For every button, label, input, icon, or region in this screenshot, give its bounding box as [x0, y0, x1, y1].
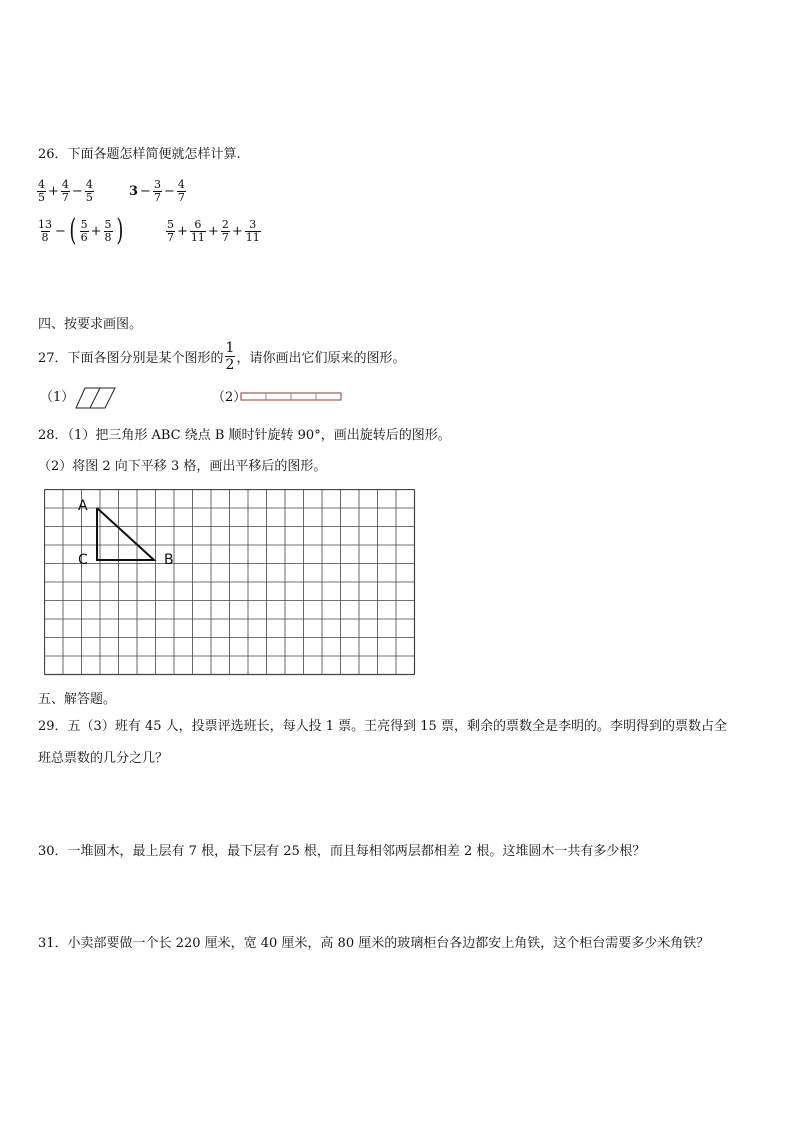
vertex-label-c: C — [78, 552, 88, 568]
q29-line-2: 班总票数的几分之几？ — [38, 751, 169, 766]
fraction-one-half: $\frac{1}{2}$ — [225, 339, 235, 373]
section-5-title: 五、解答题。 — [38, 692, 117, 707]
fraction: $\frac{3}{7}$ — [153, 177, 161, 204]
left-paren: ( — [69, 213, 77, 248]
fraction: $\frac{4}{5}$ — [38, 177, 45, 204]
operator: − — [163, 183, 175, 199]
operator: − — [140, 183, 151, 199]
operator: + — [207, 223, 219, 239]
fraction: $\frac{5}{8}$ — [104, 217, 112, 244]
q28-line-1: 28．（1）把三角形 ABC 绕点 B 顺时针旋转 90°，画出旋转后的图形。 — [38, 428, 451, 443]
operator: + — [231, 223, 243, 239]
fraction: $\frac{5}{6}$ — [80, 217, 88, 244]
triangle-abc — [44, 489, 416, 680]
vertex-label-b: B — [164, 552, 174, 568]
q26-expression-2 — [128, 174, 187, 208]
operator: + — [48, 183, 59, 199]
q27-figure-2-rectangle-strip — [240, 391, 344, 403]
q26-expression-1 — [36, 174, 95, 208]
fraction: $\frac{4}{5}$ — [85, 177, 93, 204]
q27-text-before: 27．下面各图分别是某个图形的 — [38, 350, 224, 366]
fraction: $\frac{6}{11}$ — [190, 217, 205, 244]
q27-label-1: （1） — [40, 390, 75, 405]
q30-text: 30．一堆圆木，最上层有 7 根，最下层有 25 根，而且每相邻两层都相差 2 根。这堆圆木一共有多少根？ — [38, 844, 646, 859]
fraction: $\frac{4}{7}$ — [61, 177, 69, 204]
q27-figure-1-parallelogram — [75, 386, 119, 410]
q31-text: 31．小卖部要做一个长 220 厘米，宽 40 厘米，高 80 厘米的玻璃柜台各边都安上角铁，这个柜台需要多少米角铁？ — [38, 936, 710, 951]
q26-expression-3 — [36, 214, 125, 248]
right-paren: ) — [115, 213, 123, 248]
fraction: $\frac{3}{11}$ — [245, 217, 260, 244]
q27-prompt — [38, 339, 405, 373]
fraction: $\frac{4}{7}$ — [177, 177, 185, 204]
fraction: $\frac{2}{7}$ — [221, 217, 229, 244]
operator: + — [90, 223, 102, 239]
operator: − — [55, 223, 66, 239]
q26-expression-4 — [165, 214, 262, 248]
q27-label-2: （2） — [212, 390, 247, 405]
vertex-label-a: A — [78, 498, 88, 514]
q27-text-after: ，请你画出它们原来的图形。 — [236, 350, 406, 366]
q29-line-1: 29．五（3）班有 45 人，投票评选班长，每人投 1 票。王亮得到 15 票，剩余的票数全是李明的。李明得到的票数占全 — [38, 719, 727, 734]
q28-line-2: （2）将图 2 向下平移 3 格，画出平移后的图形。 — [38, 459, 327, 474]
fraction: $\frac{13}{8}$ — [38, 217, 52, 244]
section-4-title: 四、按要求画图。 — [38, 317, 143, 332]
q26-title: 26．下面各题怎样简便就怎样计算. — [38, 147, 241, 162]
fraction: $\frac{5}{7}$ — [167, 217, 174, 244]
operator: + — [177, 223, 188, 239]
q28-grid-figure — [44, 489, 414, 678]
operator: − — [71, 183, 83, 199]
operand: 3 — [129, 183, 139, 199]
